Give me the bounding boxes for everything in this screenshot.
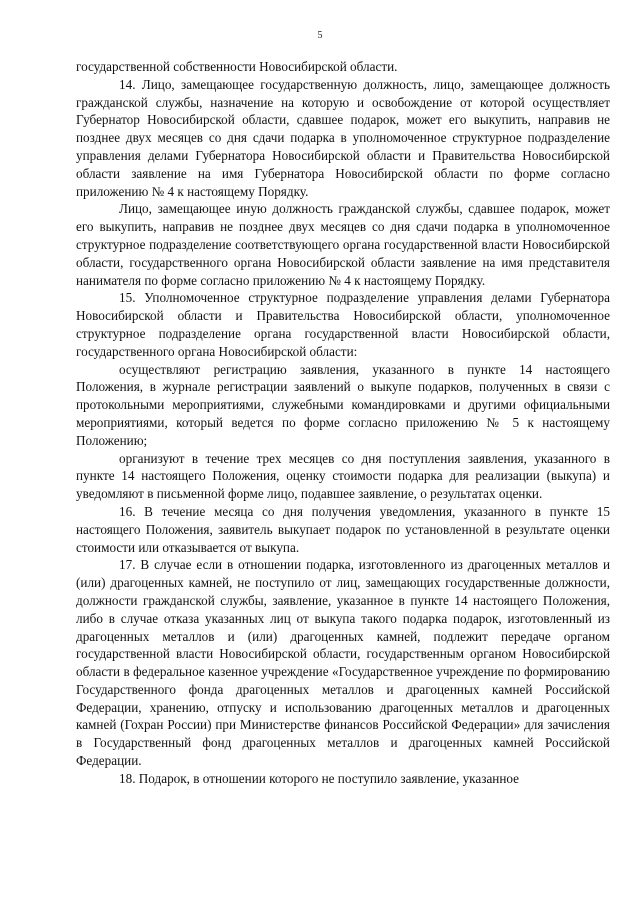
paragraph-item-15-registration: осуществляют регистрацию заявления, указанного в пункте 14 настоящего Положения, в журнале регистрации заявлений о выкупе подарков, полученных в связи с протокольными мероприятиями, служебными командировками и другими официальными мероприятиями, который ведется по форме согласно приложению № 5 к настоящему Положению; [76, 361, 610, 448]
paragraph-item-18: 18. Подарок, в отношении которого не поступило заявление, указанное [119, 770, 520, 786]
paragraph-item-17: 17. В случае если в отношении подарка, изготовленного из драгоценных металлов и (или) драгоценных камней, не поступило от лиц, замещающих государственные должности, должности гражданской службы, заявление, указанное в пункте 14 настоящего Положения, либо в случае отказа указанных лиц от выкупа такого подарка подарок, изготовленный из драгоценных металлов и (или) драгоценных камней, подлежит передаче органом государственной власти Новосибирской области, государственным органом Новосибирской области в федеральное казенное учреждение «Государственное учреждение по формированию Государственного фонда драгоценных металлов и драгоценных камней Российской Федерации, хранению, отпуску и использованию драгоценных металлов и драгоценных камней (Гохран России) при Министерстве финансов Российской Федерации» для зачисления в Государственный фонд драгоценных металлов и драгоценных камней Российской Федерации. [76, 557, 610, 769]
paragraph-item-14: 14. Лицо, замещающее государственную должность, лицо, замещающее должность гражданской службы, назначение на которую и освобождение от которой осуществляет Губернатор Новосибирской области, сдавшее подарок, может его выкупить, направив не позднее двух месяцев со дня сдачи подарка в уполномоченное структурное подразделение управления делами Губернатора Новосибирской области и Правительства Новосибирской области заявление на имя Губернатора Новосибирской области по форме согласно приложению № 4 к настоящему Порядку. [76, 76, 610, 199]
paragraph-item-14-other-position: Лицо, замещающее иную должность гражданской службы, сдавшее подарок, может его выкупить, направив не позднее двух месяцев со дня сдачи подарка в уполномоченное структурное подразделение соответствующего органа государственной власти Новосибирской области, государственного органа Новосибирской области заявление на имя представителя нанимателя по форме согласно приложению № 4 к настоящему Порядку. [76, 201, 610, 288]
paragraph-item-15-evaluation: организуют в течение трех месяцев со дня поступления заявления, указанного в пункте 14 настоящего Положения, оценку стоимости подарка для реализации (выкупа) и уведомляют в письменной форме лицо, подавшее заявление, о результатах оценки. [76, 450, 610, 502]
document-body [76, 58, 610, 788]
paragraph-item-16: 16. В течение месяца со дня получения уведомления, указанного в пункте 15 настоящего Положения, заявитель выкупает подарок по установленной в результате оценки стоимости или отказывается от выкупа. [76, 503, 610, 555]
page-number: 5 [317, 30, 323, 41]
paragraph-item-15: 15. Уполномоченное структурное подразделение управления делами Губернатора Новосибирской области и Правительства Новосибирской области, уполномоченное структурное подразделение органа государственной власти Новосибирской области, государственного органа Новосибирской области: [76, 290, 610, 359]
paragraph-continuation: государственной собственности Новосибирской области. [76, 59, 398, 74]
